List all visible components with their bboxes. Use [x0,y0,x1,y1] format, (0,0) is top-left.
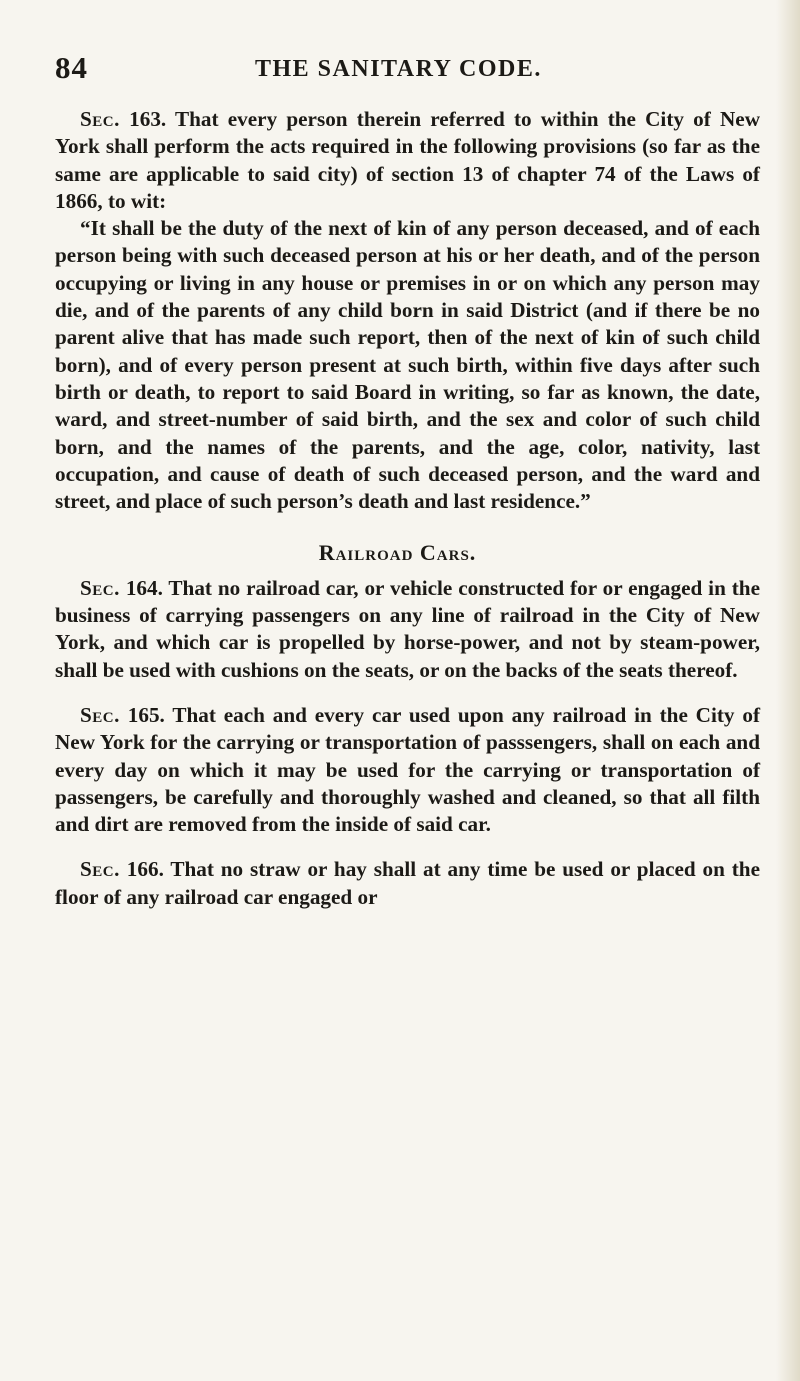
running-head-title: THE SANITARY CODE. [255,56,542,82]
section-165 [55,702,760,838]
page-body [55,106,760,911]
section-label: Sec. [80,702,120,727]
section-label: Sec. [80,575,120,600]
section-number: 163. [129,107,167,131]
section-164 [55,575,760,684]
section-number: 166. [126,857,164,882]
running-head [55,50,755,90]
section-label: Sec. [80,857,120,882]
section-166 [55,856,760,911]
section-heading-railroad-cars: Railroad Cars. [318,540,477,566]
section-text: That every person therein referred to within the City of New York shall perform the acts required in the following provisions (so far as the same are applicable to said city) of section 13 of chapter 74 of the Laws of 1866, to wit: [55,107,760,213]
section-number: 165. [127,702,165,727]
section-text: That no straw or hay shall at any time be used or placed on the floor of any railroad car engaged or [55,857,760,909]
quoted-law: “It shall be the duty of the next of kin of any person deceased, and of each person being with such deceased person at his or her death, and of the person occupying or living in any house or premises in or on which any person may die, and of the parents of any child born in said District (and if there be no parent alive that has made such report, then of the next of kin of such child born), and of every person present at such birth, within five days after such birth or death, to report to said Board in writing, so far as known, the date, ward, and street-number of said birth, and the sex and color of such child born, and the names of the parents, and the age, color, nativity, last occupation, and cause of death of such deceased person, and the ward and street, and place of such person’s death and last residence.” [55,216,760,514]
page-edge-shadow [776,0,800,1381]
section-label: Sec. [80,107,120,131]
page-number: 84 [55,50,88,85]
section-163 [55,106,760,215]
section-text: That each and every car used upon any railroad in the City of New York for the carrying or transportation of passsengers, shall on each and every day on which it may be used for the carrying or transportation of passengers, be carefully and thoroughly washed and cleaned, so that all filth and dirt are removed from the inside of said car. [55,702,761,837]
section-text: That no railroad car, or vehicle constructed for or engaged in the business of carrying passengers on any line of railroad in the City of New York, and which car is propelled by horse-power, and not by steam-power, shall be used with cushions on the seats, or on the backs of the seats thereof. [55,575,760,682]
section-number: 164. [125,575,163,600]
